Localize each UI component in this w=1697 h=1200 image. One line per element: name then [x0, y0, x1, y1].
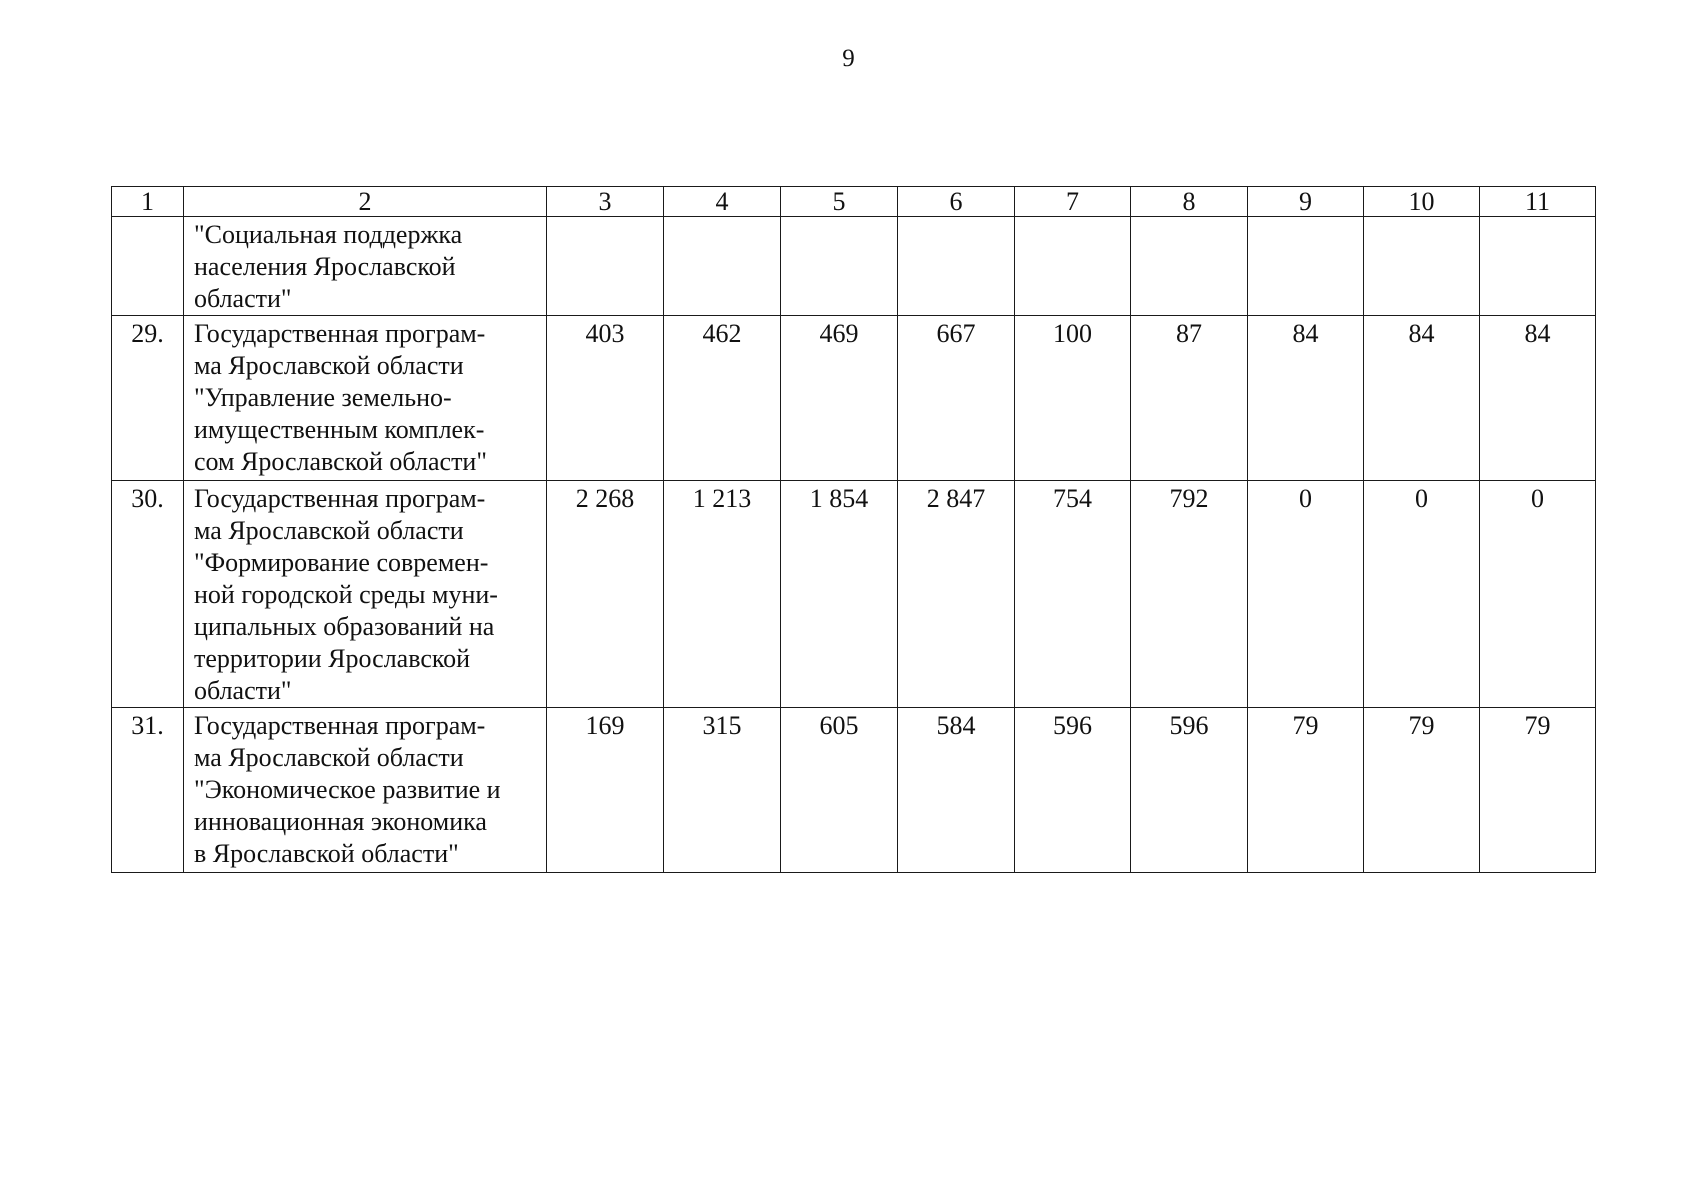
- value-cell: [1480, 217, 1596, 316]
- column-header-8: 8: [1131, 187, 1248, 217]
- value-cell: [1015, 217, 1131, 316]
- table-row: [112, 708, 1596, 873]
- column-header-11: 11: [1480, 187, 1596, 217]
- value-cell: 169: [547, 708, 664, 873]
- program-name-line: ма Ярославской области: [194, 743, 464, 772]
- program-name-line: области": [194, 676, 292, 705]
- value-cell: [547, 217, 664, 316]
- value-cell: 100: [1015, 316, 1131, 481]
- column-header-10: 10: [1364, 187, 1480, 217]
- program-name-line: в Ярославской области": [194, 839, 459, 868]
- column-header-4: 4: [664, 187, 781, 217]
- value-cell: 469: [781, 316, 898, 481]
- value-cell: [898, 217, 1015, 316]
- table-row: [112, 217, 1596, 316]
- column-header-9: 9: [1248, 187, 1364, 217]
- value-cell: 462: [664, 316, 781, 481]
- program-name-line: Государственная програм-: [194, 319, 486, 348]
- value-cell: 84: [1364, 316, 1480, 481]
- program-name: [184, 316, 547, 481]
- program-name-line: населения Ярославской: [194, 252, 456, 281]
- page-number: 9: [842, 45, 855, 72]
- program-name-line: "Социальная поддержка: [194, 220, 463, 249]
- value-cell: 667: [898, 316, 1015, 481]
- value-cell: [1364, 217, 1480, 316]
- value-cell: [1131, 217, 1248, 316]
- value-cell: 315: [664, 708, 781, 873]
- program-name-line: "Управление земельно-: [194, 383, 452, 412]
- program-name-line: территории Ярославской: [194, 644, 471, 673]
- column-header-2: 2: [184, 187, 547, 217]
- program-name-line: ма Ярославской области: [194, 516, 464, 545]
- value-cell: 79: [1480, 708, 1596, 873]
- program-name: [184, 217, 547, 316]
- program-name-line: ной городской среды муни-: [194, 580, 498, 609]
- program-name-line: ципальных образований на: [194, 612, 495, 641]
- program-name: [184, 708, 547, 873]
- value-cell: 84: [1248, 316, 1364, 481]
- value-cell: 2 847: [898, 481, 1015, 708]
- table-row: [112, 481, 1596, 708]
- row-number: 29.: [112, 316, 184, 481]
- program-name: [184, 481, 547, 708]
- column-header-7: 7: [1015, 187, 1131, 217]
- table-row: [112, 316, 1596, 481]
- value-cell: 596: [1131, 708, 1248, 873]
- value-cell: 84: [1480, 316, 1596, 481]
- value-cell: 754: [1015, 481, 1131, 708]
- value-cell: 1 854: [781, 481, 898, 708]
- budget-table: [111, 186, 1596, 873]
- program-name-line: "Формирование современ-: [194, 548, 489, 577]
- value-cell: [664, 217, 781, 316]
- column-header-5: 5: [781, 187, 898, 217]
- value-cell: [781, 217, 898, 316]
- value-cell: 0: [1480, 481, 1596, 708]
- table-header-row: [112, 187, 1596, 217]
- value-cell: 1 213: [664, 481, 781, 708]
- value-cell: [1248, 217, 1364, 316]
- value-cell: 0: [1364, 481, 1480, 708]
- row-number: [112, 217, 184, 316]
- program-name-line: Государственная програм-: [194, 711, 486, 740]
- program-name-line: инновационная экономика: [194, 807, 487, 836]
- program-name-line: Государственная програм-: [194, 484, 486, 513]
- column-header-3: 3: [547, 187, 664, 217]
- value-cell: 584: [898, 708, 1015, 873]
- program-name-line: ма Ярославской области: [194, 351, 464, 380]
- program-name-line: сом Ярославской области": [194, 447, 487, 476]
- value-cell: 0: [1248, 481, 1364, 708]
- column-header-6: 6: [898, 187, 1015, 217]
- program-name-line: "Экономическое развитие и: [194, 775, 501, 804]
- program-name-line: области": [194, 284, 292, 313]
- value-cell: 2 268: [547, 481, 664, 708]
- value-cell: 596: [1015, 708, 1131, 873]
- column-header-1: 1: [112, 187, 184, 217]
- row-number: 30.: [112, 481, 184, 708]
- row-number: 31.: [112, 708, 184, 873]
- value-cell: 792: [1131, 481, 1248, 708]
- value-cell: 79: [1248, 708, 1364, 873]
- program-name-line: имущественным комплек-: [194, 415, 485, 444]
- value-cell: 403: [547, 316, 664, 481]
- value-cell: 605: [781, 708, 898, 873]
- value-cell: 79: [1364, 708, 1480, 873]
- value-cell: 87: [1131, 316, 1248, 481]
